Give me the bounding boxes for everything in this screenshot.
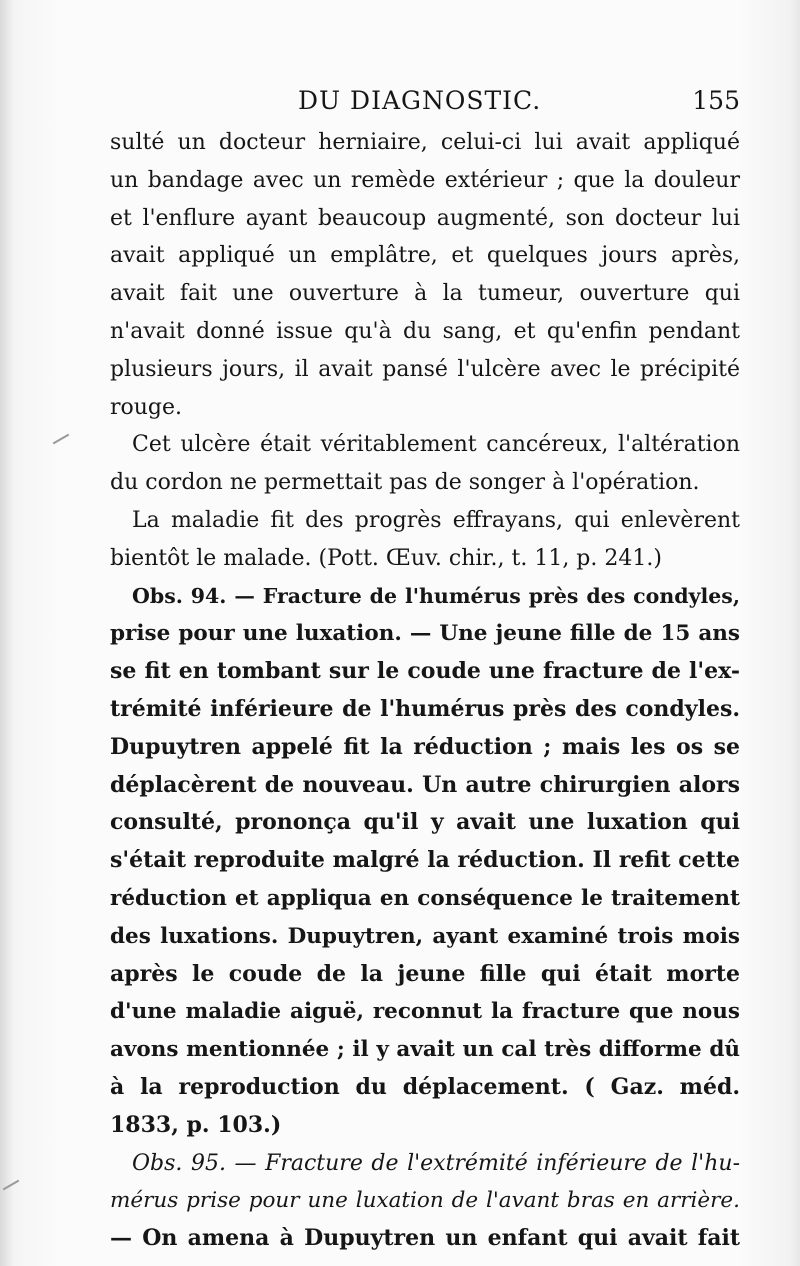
text-line: plusieurs jours, il avait pansé l'ulcère avec le précipité xyxy=(110,356,740,382)
text-line: trémité inférieure de l'humérus près des condyles. xyxy=(110,695,740,722)
page-header xyxy=(110,86,740,122)
text-line: à la reproduction du déplacement. ( Gaz. méd. xyxy=(110,1073,740,1100)
text-line: et l'enflure ayant beaucoup augmenté, son docteur lui xyxy=(110,205,740,231)
page-number: 155 xyxy=(692,86,740,115)
text-line: Obs. 94. — Fracture de l'humérus près des condyles, xyxy=(132,583,740,608)
text-line: des luxations. Dupuytren, ayant examiné trois mois xyxy=(110,923,740,949)
text-line: Obs. 95. — Fracture de l'extrémité inférieure de l'hu- xyxy=(132,1150,740,1176)
text-line: se fit en tombant sur le coude une fracture de l'ex- xyxy=(110,658,740,685)
text-line: n'avait donné issue qu'à du sang, et qu'enfin pendant xyxy=(110,318,740,344)
text-line: un bandage avec un remède extérieur ; que la douleur xyxy=(110,167,740,193)
text-line: après le coude de la jeune fille qui était morte xyxy=(110,960,740,987)
text-line: sulté un docteur herniaire, celui-ci lui avait appliqué xyxy=(110,130,740,155)
text-line: Dupuytren appelé fit la réduction ; mais les os se xyxy=(110,733,740,760)
text-line: bientôt le malade. (Pott. Œuv. chir., t. 11, p. 241.) xyxy=(110,545,662,571)
text-line: réduction et appliqua en conséquence le traitement xyxy=(110,885,740,911)
text-line: déplacèrent de nouveau. Un autre chirurgien alors xyxy=(110,771,740,798)
text-line: La maladie fit des progrès effrayans, qui enlevèrent xyxy=(132,507,740,533)
text-line: avait fait une ouverture à la tumeur, ouverture qui xyxy=(110,281,740,307)
text-line: avait appliqué un emplâtre, et quelques jours après, xyxy=(110,243,740,269)
text-line: Cet ulcère était véritablement cancéreux, l'altération xyxy=(132,432,740,458)
text-line: avons mentionnée ; il y avait un cal très difforme dû xyxy=(110,1037,740,1063)
text-line: prise pour une luxation. — Une jeune fille de 15 ans xyxy=(110,621,740,647)
margin-mark xyxy=(53,434,70,445)
text-line: d'une maladie aiguë, reconnut la fracture que nous xyxy=(110,999,740,1025)
text-line: mérus prise pour une luxation de l'avant bras en arrière. xyxy=(110,1188,740,1214)
text-line: 1833, p. 103.) xyxy=(110,1111,282,1138)
text-line: rouge. xyxy=(110,394,183,420)
text-line: s'était reproduite malgré la réduction. Il refit cette xyxy=(110,847,740,874)
body-text xyxy=(110,124,740,1258)
text-line: — On amena à Dupuytren un enfant qui avait fait xyxy=(110,1225,740,1252)
text-line: consulté, prononça qu'il y avait une luxation qui xyxy=(110,809,740,836)
margin-mark xyxy=(3,1180,20,1191)
text-line: du cordon ne permettait pas de songer à l'opération. xyxy=(110,470,700,496)
running-head: DU DIAGNOSTIC. xyxy=(298,86,542,115)
